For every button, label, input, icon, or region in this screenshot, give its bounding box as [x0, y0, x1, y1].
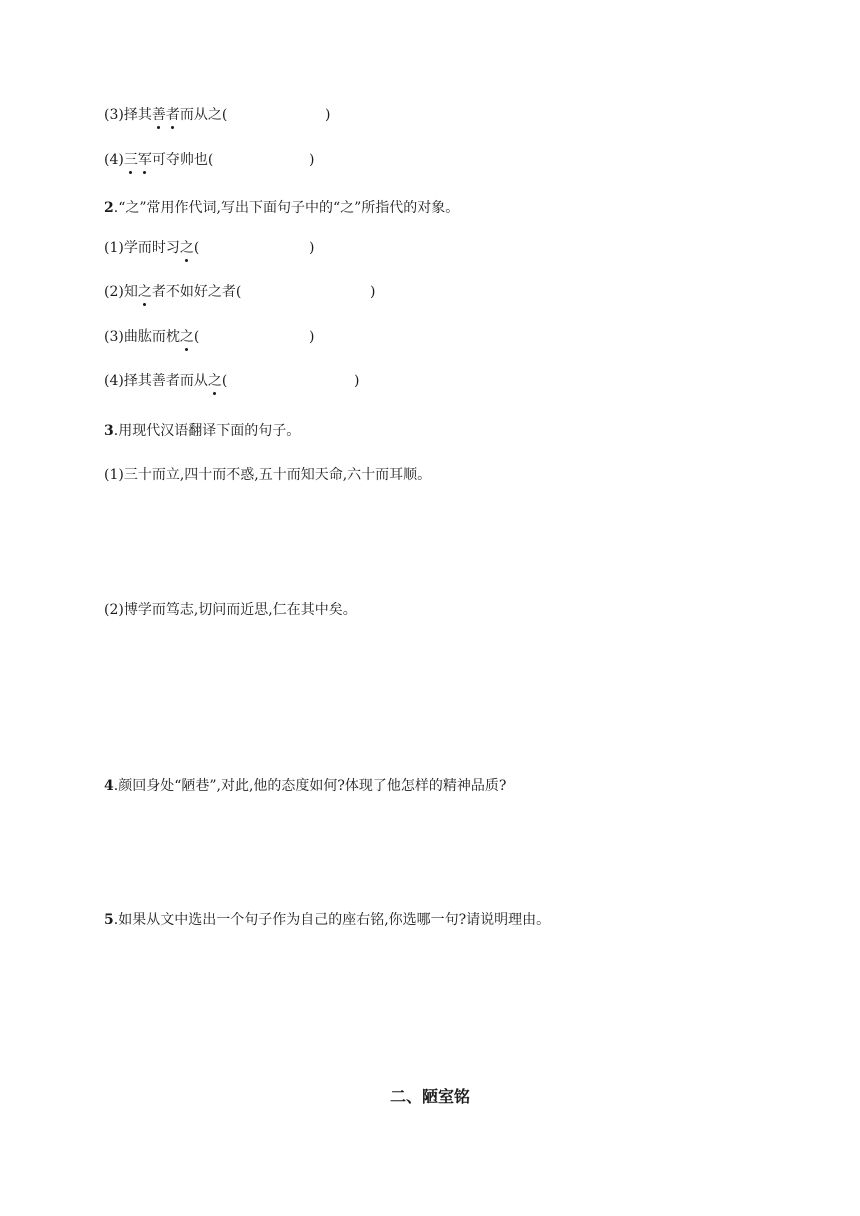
emphasis-char: 军 [137, 152, 152, 168]
q2-item-3-answer-blank[interactable]: ) [309, 329, 315, 345]
emphasis-char: 之 [179, 240, 194, 256]
emphasis-char: 之 [179, 329, 194, 345]
q2-item-4-answer-blank[interactable]: ) [354, 373, 360, 389]
q1-item-3-answer-blank[interactable]: ) [325, 107, 331, 123]
q2-item-4: (4)择其善者而从之( [104, 373, 228, 389]
q1-item-4-answer-blank[interactable]: ) [309, 152, 315, 168]
question-4-prompt: 4.颜回身处“陋巷”,对此,他的态度如何?体现了他怎样的精神品质? [104, 778, 507, 794]
question-2-prompt: 2.“之”常用作代词,写出下面句子中的“之”所指代的对象。 [104, 200, 460, 216]
question-5-prompt: 5.如果从文中选出一个句子作为自己的座右铭,你选哪一句?请说明理由。 [104, 912, 551, 928]
question-3-prompt: 3.用现代汉语翻译下面的句子。 [104, 423, 301, 439]
emphasis-char: 者 [165, 107, 180, 123]
question-number: 5 [104, 912, 114, 928]
q3-item-2: (2)博学而笃志,切问而近思,仁在其中矣。 [104, 602, 357, 618]
emphasis-char: 善 [151, 107, 166, 123]
question-number: 4 [104, 778, 114, 794]
q1-item-4: (4)三军可夺帅也( [104, 152, 214, 168]
q3-item-1: (1)三十而立,四十而不惑,五十而知天命,六十而耳顺。 [104, 467, 432, 483]
emphasis-char: 之 [207, 373, 222, 389]
emphasis-char: 三 [123, 152, 138, 168]
section-title: 二、陋室铭 [389, 1087, 470, 1106]
question-number: 3 [104, 423, 114, 439]
q2-item-3: (3)曲肱而枕之( [104, 329, 200, 345]
q1-item-3: (3)择其善者而从之( [104, 107, 228, 123]
emphasis-char: 之 [137, 284, 152, 300]
q2-item-1-answer-blank[interactable]: ) [309, 240, 315, 256]
q2-item-2-answer-blank[interactable]: ) [370, 284, 376, 300]
question-number: 2 [104, 200, 114, 216]
q2-item-2: (2)知之者不如好之者( [104, 284, 242, 300]
q2-item-1: (1)学而时习之( [104, 240, 200, 256]
